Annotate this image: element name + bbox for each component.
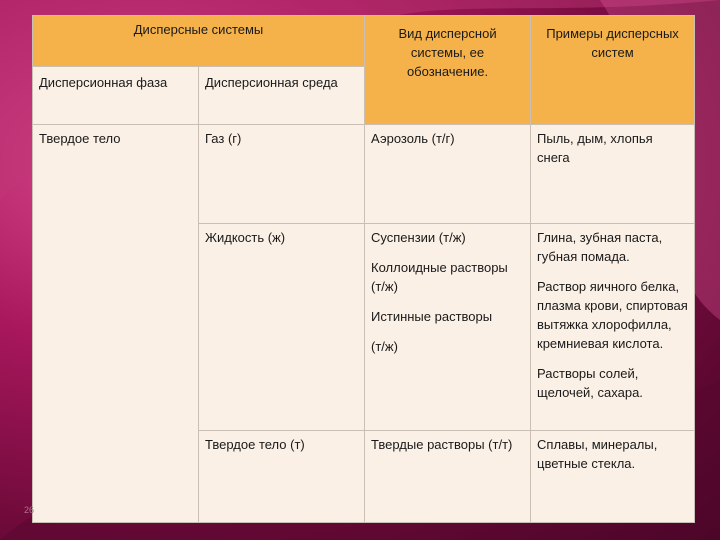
- row-type: Твердые растворы (т/т): [365, 431, 531, 523]
- row-types: [365, 224, 531, 431]
- header-medium: Дисперсионная среда: [199, 67, 365, 125]
- type-item: Коллоидные растворы (т/ж): [371, 260, 508, 294]
- example-item: Глина, зубная паста, губная помада.: [537, 230, 663, 264]
- type-item: Истинные растворы: [371, 309, 493, 324]
- table-row: [33, 125, 695, 224]
- header-type: Вид дисперсной системы, ее обозначение.: [365, 16, 531, 125]
- row-type: Аэрозоль (т/г): [365, 125, 531, 224]
- header-group-title: Дисперсные системы: [33, 16, 365, 67]
- row-examples: [531, 224, 695, 431]
- dispersed-systems-table: [32, 15, 695, 523]
- row-medium: Жидкость (ж): [199, 224, 365, 431]
- row-medium: Газ (г): [199, 125, 365, 224]
- page-number: 26: [24, 505, 35, 515]
- header-examples: Примеры дисперсных систем: [531, 16, 695, 125]
- header-phase: Дисперсионная фаза: [33, 67, 199, 125]
- row-phase: Твердое тело: [33, 125, 199, 523]
- row-examples: Пыль, дым, хлопья снега: [531, 125, 695, 224]
- row-examples: Сплавы, минералы, цветные стекла.: [531, 431, 695, 523]
- type-item: (т/ж): [371, 339, 398, 354]
- example-item: Растворы солей, щелочей, сахара.: [537, 366, 643, 400]
- type-item: Суспензии (т/ж): [371, 230, 466, 245]
- row-medium: Твердое тело (т): [199, 431, 365, 523]
- example-item: Раствор яичного белка, плазма крови, спиртовая вытяжка хлорофилла, кремниевая кислота.: [537, 279, 688, 351]
